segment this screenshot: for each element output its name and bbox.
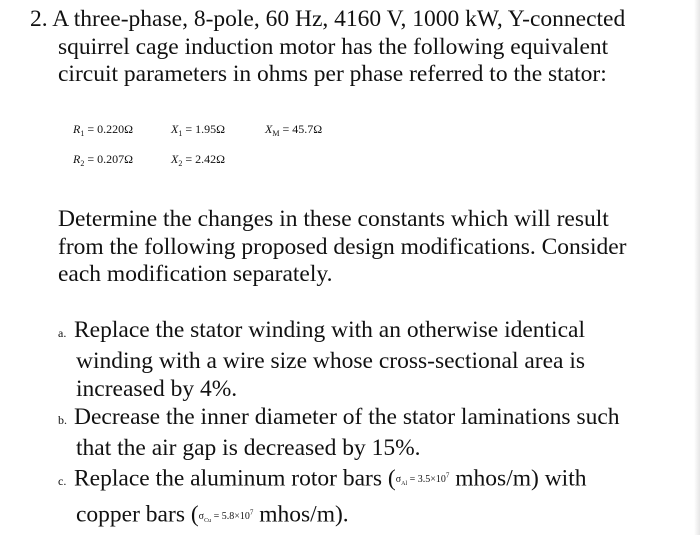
item-c-line-2-start: copper bars ( [76,501,199,528]
item-b [58,403,620,462]
item-b-line-2: that the air gap is decreased by 15%. [76,435,421,461]
intro-line-3: circuit parameters in ohms per phase referred to the stator: [58,61,607,87]
page-edge-shadow [694,0,700,535]
problem-statement [30,6,670,89]
item-a-marker: a. [58,326,67,340]
modification-list [58,316,620,535]
instruction-line-2: from the following proposed design modifications. Consider [58,233,627,260]
param-r1: $R_1 = 0.220\Omega$ [73,122,134,138]
param-r2: $R_2 = 0.207\Omega$ [73,152,134,168]
param-x2: $X_2 = 2.42\Omega$ [171,152,226,168]
item-c-marker: c. [58,474,67,489]
item-a [58,316,620,403]
copper-conductivity: $\sigma_{Cu} = 5.8\times 10^7$ [198,508,254,524]
instruction-line-1: Determine the changes in these constants which will result [58,206,609,232]
problem-number: 2. [30,6,48,32]
item-a-line-2: winding with a wire size whose cross-sectional area is [76,348,586,374]
instruction-paragraph [58,206,627,289]
item-c-line-2-end: mhos/m). [253,501,349,528]
param-xm: $X_M = 45.7\Omega$ [265,122,323,138]
item-a-line-3: increased by 4%. [76,376,238,402]
item-b-line-1: Decrease the inner diameter of the stator laminations such [74,404,620,430]
item-a-line-1: Replace the stator winding with an otherwise identical [74,317,585,343]
intro-line-2: squirrel cage induction motor has the following equivalent [58,33,609,60]
item-c-line-1-start: Replace the aluminum rotor bars ( [74,465,396,492]
aluminum-conductivity: $\sigma_{Al} = 3.5\times 10^7$ [395,472,450,488]
instruction-line-3: each modification separately. [58,261,333,287]
item-c-line-1-end: mhos/m) with [449,465,587,492]
item-b-marker: b. [58,413,67,427]
intro-line-1: 2. A three-phase, 8-pole, 60 Hz, 4160 V, 1000 kW, Y-connected [30,6,626,32]
param-x1: $X_1 = 1.95\Omega$ [171,122,226,138]
item-c [58,462,620,535]
